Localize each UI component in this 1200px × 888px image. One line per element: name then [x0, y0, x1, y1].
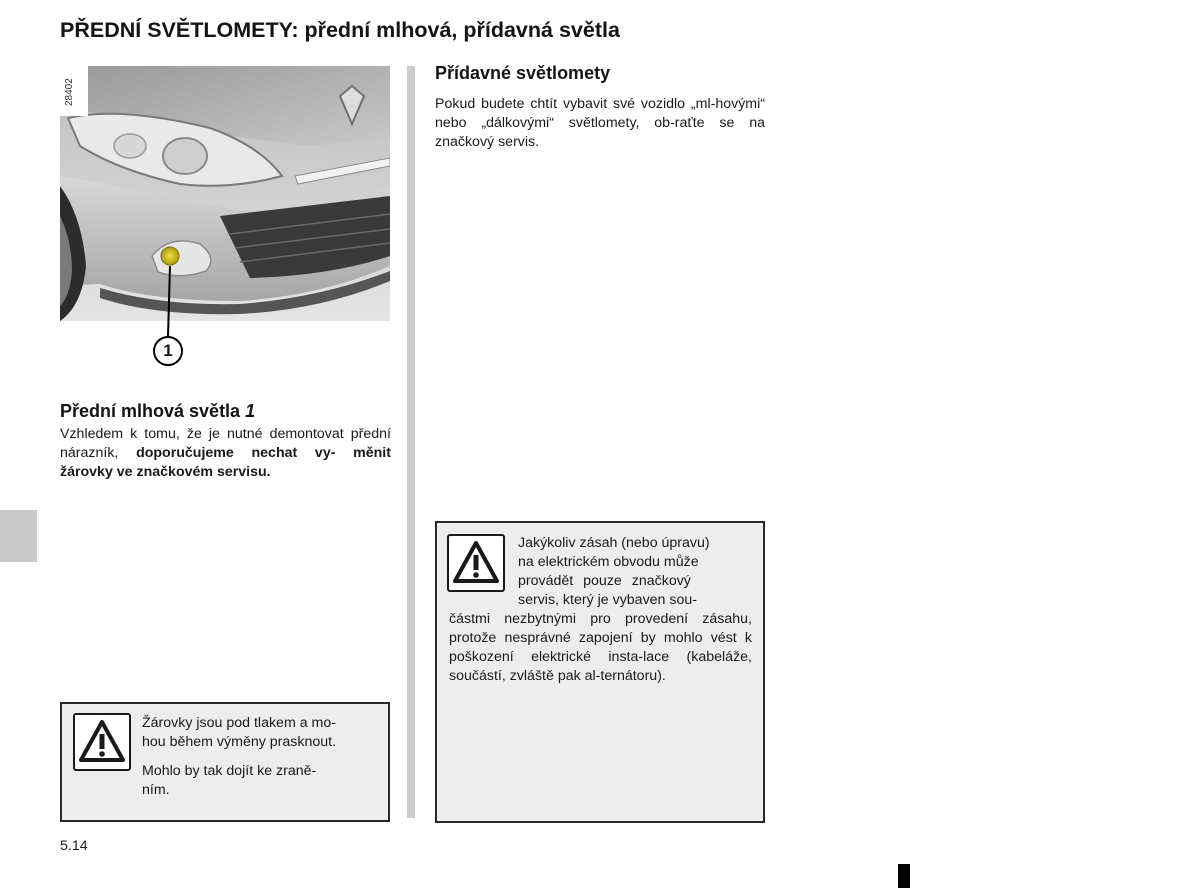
page-title: PŘEDNÍ SVĚTLOMETY: přední mlhová, přídavná světla	[60, 18, 620, 42]
extra-lights-heading: Přídavné světlomety	[435, 63, 611, 83]
bulb-warning-line: hou během výměny prasknout.	[142, 734, 337, 750]
fog-text-plain: Vzhledem k tomu, že je nutné demontovat přední nárazník,	[60, 426, 391, 461]
bulb-warning-line: Mohlo by tak dojít ke zraně-	[142, 763, 317, 779]
fog-lights-heading	[60, 401, 255, 422]
corner-mark	[898, 864, 910, 888]
electrical-warning-line: servis, který je vybaven sou-	[518, 592, 697, 608]
electrical-warning-intro	[518, 534, 751, 610]
electrical-warning-line: Jakýkoliv zásah (nebo úpravu)	[518, 535, 710, 551]
car-front-illustration	[60, 66, 390, 372]
fog-heading-text: Přední mlhová světla	[60, 401, 241, 421]
image-code: 28402	[64, 78, 75, 106]
electrical-warning-line: provádět pouze značkový	[518, 573, 691, 589]
warning-triangle-icon	[447, 534, 505, 592]
callout-number: 1	[163, 341, 173, 360]
fog-heading-number: 1	[245, 401, 256, 421]
electrical-warning-box	[435, 521, 765, 823]
fog-text-bold-2: měnit žárovky ve značkovém servisu.	[60, 445, 391, 480]
chapter-tab	[0, 510, 37, 562]
warning-triangle-icon	[73, 713, 131, 771]
fog-text-bold-1: doporučujeme nechat vy-	[136, 445, 336, 461]
bulb-warning-box	[60, 702, 390, 822]
bulb-warning-text-1	[142, 714, 376, 752]
page-number: 5.14	[60, 838, 88, 854]
bulb-warning-line: ním.	[142, 782, 170, 798]
extra-lights-text: Pokud budete chtít vybavit své vozidlo „ml-hovými“ nebo „dálkovými“ světlomety, ob-raťte se na značkový servis.	[435, 96, 765, 150]
bulb-warning-line: Žárovky jsou pod tlakem a mo-	[142, 715, 336, 731]
electrical-warning-rest: částmi nezbytnými pro provedení zásahu, protože nesprávné zapojení by mohlo vést k poškození elektrické insta-lace (kabeláže, součástí, zvláště pak al-ternátoru).	[449, 611, 752, 684]
fog-lights-text	[60, 425, 391, 482]
electrical-warning-line: na elektrickém obvodu může	[518, 554, 699, 570]
column-divider	[407, 66, 415, 818]
bulb-warning-text-2	[142, 762, 376, 800]
